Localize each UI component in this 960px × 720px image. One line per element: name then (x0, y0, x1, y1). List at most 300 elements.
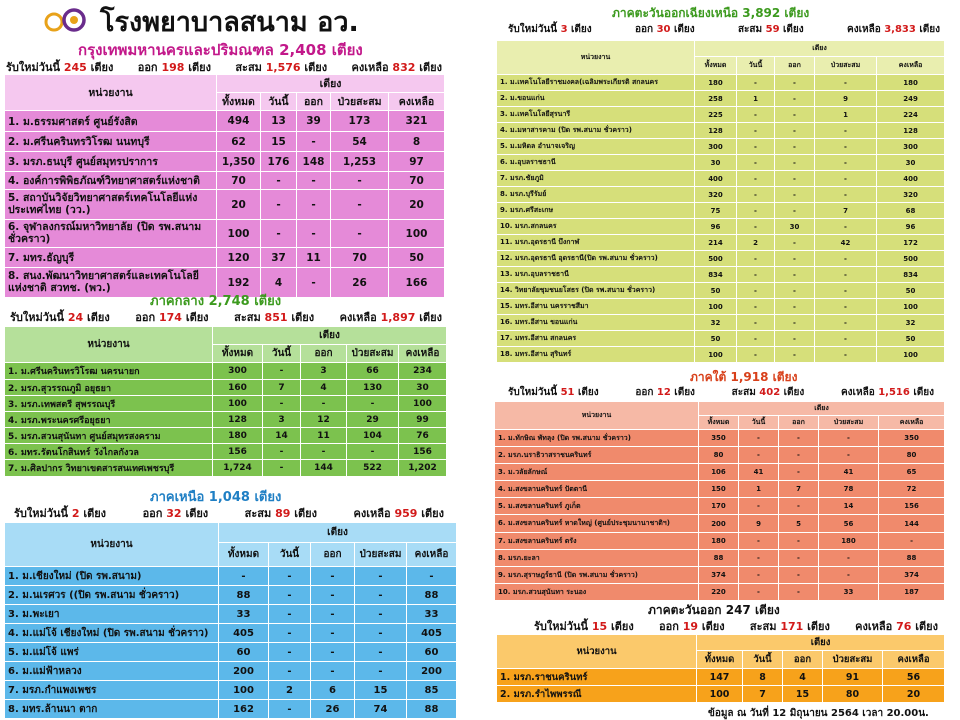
bed-count-cell: 180 (213, 428, 263, 444)
table-row (495, 550, 945, 567)
table-row (497, 107, 945, 123)
bed-count-cell: - (311, 605, 355, 624)
unit-name-cell: 1. ม.ธรรมศาสตร์ ศูนย์รังสิต (5, 111, 217, 132)
bed-count-cell: 320 (695, 187, 737, 203)
data-timestamp: ข้อมูล ณ วันที่ 12 มิถุนายน 2564 เวลา 20.00น. (708, 708, 929, 719)
unit-name-cell: 6. ม.สงขลานครินทร์ หาดใหญ่ (ศูนย์ประชุมนานาชาติฯ) (495, 515, 699, 533)
bed-count-cell: 54 (331, 132, 389, 152)
bangkok-summary: รับใหม่วันนี้ 245 เตียง ออก 198 เตียง สะสม 1,576 เตียง คงเหลือ 832 เตียง (6, 61, 442, 74)
unit-name-cell: 13. มรภ.อุบลราชธานี (497, 267, 695, 283)
bed-count-cell: - (261, 172, 297, 190)
bed-count-cell: 156 (879, 498, 945, 515)
unit-name-cell: 2. ม.ขอนแก่น (497, 91, 695, 107)
table-row (497, 331, 945, 347)
bed-count-cell: - (297, 132, 331, 152)
bed-count-cell: 42 (815, 235, 877, 251)
bed-count-cell: 156 (399, 444, 447, 460)
central-table: หน่วยงาน เตียง ทั้งหมด วันนี้ ออก ป่วยสะสม คงเหลือ 1. ม.ศรีนครินทรวิโรฒ นครนายก 300 - 3 66 234 2. มรภ.สุวรรณภูมิ อยุธยา 160 7 4 130 30 3. มรภ.เทพสตรี สุพรรณบุรี 100 - - - 100 4. มรภ.พระนครศรีอยุธยา 128 3 12 29 99 5. มรภ.สวนสุนันทา ศูนย์สมุทรสงคราม 180 14 11 104 76 6. มทร.รัตนโกสินทร์ วังไกลกังวล 156 - - - 156 7. ม.ศิลปากร วิทยาเขตสารสนเทศเพชรบุรี 1,724 - 144 522 1,202 (4, 326, 447, 477)
bed-count-cell: 1,202 (399, 460, 447, 477)
bed-count-cell: - (737, 171, 775, 187)
bed-count-cell: 350 (699, 430, 739, 447)
bed-count-cell: 88 (407, 700, 457, 719)
unit-name-cell: 5. สถาบันวิจัยวิทยาศาสตร์เทคโนโลยีแห่งประเทศไทย (วว.) (5, 190, 217, 220)
unit-name-cell: 7. มรภ.ชัยภูมิ (497, 171, 695, 187)
bed-count-cell: 144 (301, 460, 347, 477)
bed-count-cell: - (739, 498, 779, 515)
bed-count-cell: 224 (877, 107, 945, 123)
unit-name-cell: 7. มทร.ธัญบุรี (5, 248, 217, 268)
unit-name-cell: 2. มรภ.รำไพพรรณี (497, 686, 697, 703)
bed-count-cell: - (775, 283, 815, 299)
bed-count-cell: - (775, 91, 815, 107)
unit-name-cell: 9. มรภ.ศรีสะเกษ (497, 203, 695, 219)
bed-count-cell: - (815, 283, 877, 299)
table-row (497, 187, 945, 203)
bed-count-cell: - (297, 268, 331, 298)
bed-count-cell: 1 (815, 107, 877, 123)
bed-count-cell: 200 (407, 662, 457, 681)
unit-name-cell: 9. มรภ.สุราษฎร์ธานี (ปิด รพ.สนาม ชั่วคราว) (495, 567, 699, 584)
table-row (497, 203, 945, 219)
bed-count-cell: 66 (347, 363, 399, 380)
unit-name-cell: 3. ม.เทคโนโลยีสุรนารี (497, 107, 695, 123)
south-table: หน่วยงาน เตียง ทั้งหมด วันนี้ ออก ป่วยสะสม คงเหลือ 1. ม.ทักษิณ พัทลุง (ปิด รพ.สนาม ชั่วคราว) 350 - - - 350 2. มรภ.นราธิวาสราชนครินทร์ 80 - - - 80 3. ม.วลัยลักษณ์ 106 41 - 41 65 4. ม.สงขลานครินทร์ ปัตตานี 150 1 7 78 72 5. ม.สงขลานครินทร์ ภูเก็ต 170 - - 14 156 6. ม.สงขลานครินทร์ หาดใหญ่ (ศูนย์ประชุมนานาชาติฯ) 200 9 5 56 144 7. ม.สงขลานครินทร์ ตรัง 180 - - 180 - 8. มรภ.ยะลา 88 - - - 88 9. มรภ.สุราษฎร์ธานี (ปิด รพ.สนาม ชั่วคราว) 374 - - - 374 10. มรภ.สวนสุนันทา ระนอง 220 - - 33 187 (494, 401, 945, 601)
bed-count-cell: 88 (699, 550, 739, 567)
bed-count-cell: 9 (739, 515, 779, 533)
table-row (5, 681, 457, 700)
bed-count-cell: 172 (877, 235, 945, 251)
table-row (5, 220, 445, 248)
bed-count-cell: - (263, 460, 301, 477)
bed-count-cell: 1,350 (217, 152, 261, 172)
bed-count-cell: 100 (213, 396, 263, 412)
table-row (495, 464, 945, 481)
bed-count-cell: 41 (739, 464, 779, 481)
table-row (5, 605, 457, 624)
bed-count-cell: - (775, 155, 815, 171)
bed-count-cell: 405 (407, 624, 457, 643)
north-summary: รับใหม่วันนี้ 2 เตียง ออก 32 เตียง สะสม 89 เตียง คงเหลือ 959 เตียง (14, 507, 444, 520)
unit-name-cell: 6. ม.อุบลราชธานี (497, 155, 695, 171)
bed-count-cell: 7 (743, 686, 783, 703)
east-summary: รับใหม่วันนี้ 15 เตียง ออก 19 เตียง สะสม 171 เตียง คงเหลือ 76 เตียง (534, 620, 938, 633)
bed-count-cell: 321 (389, 111, 445, 132)
bed-count-cell: 14 (263, 428, 301, 444)
bed-count-cell: 522 (347, 460, 399, 477)
bed-count-cell: - (775, 171, 815, 187)
bed-count-cell: 26 (331, 268, 389, 298)
bed-count-cell: 258 (695, 91, 737, 107)
bed-count-cell: - (779, 567, 819, 584)
table-row (5, 460, 447, 477)
bed-count-cell: - (737, 347, 775, 363)
bed-count-cell: 220 (699, 584, 739, 601)
bed-count-cell: 56 (819, 515, 879, 533)
bed-count-cell: 148 (297, 152, 331, 172)
ministry-logo-icon (44, 4, 88, 36)
bed-count-cell: - (815, 315, 877, 331)
bed-count-cell: 72 (879, 481, 945, 498)
bed-count-cell: 3 (301, 363, 347, 380)
bed-count-cell: 9 (815, 91, 877, 107)
table-row (5, 444, 447, 460)
table-row (5, 412, 447, 428)
bed-count-cell: 300 (695, 139, 737, 155)
unit-name-cell: 6. ม.แม่ฟ้าหลวง (5, 662, 219, 681)
table-row (497, 347, 945, 363)
bed-count-cell: 15 (783, 686, 823, 703)
bed-count-cell: - (737, 123, 775, 139)
bed-count-cell: 41 (819, 464, 879, 481)
bed-count-cell: - (269, 624, 311, 643)
bed-count-cell: 494 (217, 111, 261, 132)
bed-count-cell: 128 (213, 412, 263, 428)
bed-count-cell: - (815, 267, 877, 283)
bed-count-cell: 60 (407, 643, 457, 662)
bed-count-cell: - (737, 139, 775, 155)
east-table: หน่วยงาน เตียง ทั้งหมด วันนี้ ออก ป่วยสะสม คงเหลือ 1. มรภ.ราชนครินทร์ 147 8 4 91 56 2. มรภ.รำไพพรรณี 100 7 15 80 20 (496, 634, 945, 703)
table-row (495, 481, 945, 498)
bed-count-cell: - (269, 605, 311, 624)
bed-count-cell: - (355, 662, 407, 681)
bed-count-cell: - (879, 533, 945, 550)
table-row (5, 624, 457, 643)
table-row (497, 75, 945, 91)
bed-count-cell: - (815, 331, 877, 347)
unit-name-cell: 4. องค์การพิพิธภัณฑ์วิทยาศาสตร์แห่งชาติ (5, 172, 217, 190)
bed-count-cell: 50 (695, 283, 737, 299)
bed-count-cell: - (775, 251, 815, 267)
unit-name-cell: 15. มทร.อีสาน นครราชสีมา (497, 299, 695, 315)
bed-count-cell: - (261, 220, 297, 248)
bed-count-cell: 32 (695, 315, 737, 331)
bed-count-cell: 180 (819, 533, 879, 550)
table-row (5, 700, 457, 719)
bed-count-cell: 225 (695, 107, 737, 123)
bed-count-cell: 99 (399, 412, 447, 428)
bed-count-cell: - (269, 643, 311, 662)
bed-count-cell: 29 (347, 412, 399, 428)
bed-count-cell: 128 (695, 123, 737, 139)
unit-name-cell: 1. ม.เชียงใหม่ (ปิด รพ.สนาม) (5, 567, 219, 586)
bed-count-cell: - (775, 203, 815, 219)
bed-count-cell: 7 (815, 203, 877, 219)
northeast-table: หน่วยงาน เตียง ทั้งหมด วันนี้ ออก ป่วยสะสม คงเหลือ 1. ม.เทคโนโลยีราชมงคล(เฉลิมพระเกียรติ สกลนคร 180 - - - 180 2. ม.ขอนแก่น 258 1 - 9 249 3. ม.เทคโนโลยีสุรนารี 225 - - 1 224 4. ม.มหาสารคาม (ปิด รพ.สนาม ชั่วคราว) 128 - - - 128 5. ม.มหิดล อำนาจเจริญ 300 - - - 300 6. ม.อุบลราชธานี 30 - - - 30 7. มรภ.ชัยภูมิ 400 - - - 400 8. มรภ.บุรีรัมย์ 320 - - - 320 9. มรภ.ศรีสะเกษ 75 - - 7 68 10. มรภ.สกลนคร 96 - 30 - 96 11. มรภ.อุดรธานี บึงกาฬ 214 2 - 42 172 12. มรภ.อุดรธานี อุดรธานี(ปิด รพ.สนาม ชั่วคราว) 500 - - - 500 13. มรภ.อุบลราชธานี 834 - - - 834 14. วิทยาลัยชุมชนยโสธร (ปิด รพ.สนาม ชั่วคราว) 50 - - - 50 15. มทร.อีสาน นครราชสีมา 100 - - - 100 16. มทร.อีสาน ขอนแก่น 32 - - - 32 17. มทร.อีสาน สกลนคร 50 - - - 50 18. มทร.อีสาน สุรินทร์ 100 - - - 100 (496, 40, 945, 363)
unit-name-cell: 10. มรภ.สกลนคร (497, 219, 695, 235)
bed-count-cell: 13 (261, 111, 297, 132)
bed-count-cell: - (407, 567, 457, 586)
bed-count-cell: - (355, 624, 407, 643)
bed-count-cell: 33 (819, 584, 879, 601)
bed-count-cell: 200 (219, 662, 269, 681)
table-row (5, 248, 445, 268)
bed-count-cell: 166 (389, 268, 445, 298)
bed-count-cell: 30 (775, 219, 815, 235)
bed-count-cell: 32 (877, 315, 945, 331)
bed-count-cell: 76 (399, 428, 447, 444)
bed-count-cell: 4 (261, 268, 297, 298)
central-summary: รับใหม่วันนี้ 24 เตียง ออก 174 เตียง สะสม 851 เตียง คงเหลือ 1,897 เตียง (10, 311, 442, 324)
bed-count-cell: - (819, 567, 879, 584)
table-row (497, 171, 945, 187)
bed-count-cell: - (355, 643, 407, 662)
unit-name-cell: 4. ม.แม่โจ้ เชียงใหม่ (ปิด รพ.สนาม ชั่วคราว) (5, 624, 219, 643)
table-row (495, 430, 945, 447)
unit-name-cell: 1. ม.ศรีนครินทรวิโรฒ นครนายก (5, 363, 213, 380)
bed-count-cell: 88 (407, 586, 457, 605)
bed-count-cell: - (779, 464, 819, 481)
bed-count-cell: 50 (877, 331, 945, 347)
east-title: ภาคตะวันออก 247 เตียง (648, 603, 780, 617)
bed-count-cell: - (261, 190, 297, 220)
unit-name-cell: 1. มรภ.ราชนครินทร์ (497, 669, 697, 686)
bed-count-cell: 97 (389, 152, 445, 172)
bed-count-cell: 8 (389, 132, 445, 152)
bed-count-cell: 100 (389, 220, 445, 248)
unit-name-cell: 8. มรภ.บุรีรัมย์ (497, 187, 695, 203)
bed-count-cell: 96 (695, 219, 737, 235)
table-row (497, 91, 945, 107)
bed-count-cell: 50 (389, 248, 445, 268)
unit-name-cell: 18. มทร.อีสาน สุรินทร์ (497, 347, 695, 363)
bed-count-cell: - (737, 203, 775, 219)
table-row (497, 267, 945, 283)
bed-count-cell: 180 (695, 75, 737, 91)
bed-count-cell: 173 (331, 111, 389, 132)
bed-count-cell: 5 (779, 515, 819, 533)
bed-count-cell: 80 (823, 686, 883, 703)
bed-count-cell: 7 (779, 481, 819, 498)
table-row (5, 132, 445, 152)
bed-count-cell: 192 (217, 268, 261, 298)
bed-count-cell: - (739, 447, 779, 464)
table-row (495, 515, 945, 533)
bed-count-cell: - (269, 700, 311, 719)
unit-name-cell: 2. ม.ศรีนครินทรวิโรฒ นนทบุรี (5, 132, 217, 152)
bed-count-cell: - (815, 171, 877, 187)
bed-count-cell: - (775, 331, 815, 347)
bed-count-cell: 30 (695, 155, 737, 171)
unit-name-cell: 8. มรภ.ยะลา (495, 550, 699, 567)
northeast-summary: รับใหม่วันนี้ 3 เตียง ออก 30 เตียง สะสม 59 เตียง คงเหลือ 3,833 เตียง (508, 24, 940, 35)
unit-name-cell: 4. มรภ.พระนครศรีอยุธยา (5, 412, 213, 428)
table-row (497, 299, 945, 315)
bed-count-cell: 8 (743, 669, 783, 686)
bed-count-cell: 15 (261, 132, 297, 152)
bed-count-cell: 147 (697, 669, 743, 686)
bed-count-cell: - (737, 219, 775, 235)
bed-count-cell: - (779, 430, 819, 447)
north-title: ภาคเหนือ 1,048 เตียง (150, 490, 282, 505)
bed-count-cell: - (737, 107, 775, 123)
bed-count-cell: 30 (399, 380, 447, 396)
table-row (497, 235, 945, 251)
bed-count-cell: - (775, 267, 815, 283)
unit-name-cell: 8. มทร.ล้านนา ตาก (5, 700, 219, 719)
bed-count-cell: - (815, 155, 877, 171)
bed-count-cell: - (269, 662, 311, 681)
table-row (5, 586, 457, 605)
bed-count-cell: 214 (695, 235, 737, 251)
unit-name-cell: 17. มทร.อีสาน สกลนคร (497, 331, 695, 347)
bed-count-cell: - (263, 396, 301, 412)
bed-count-cell: - (775, 235, 815, 251)
bed-count-cell: 350 (879, 430, 945, 447)
bed-count-cell: - (779, 584, 819, 601)
bed-count-cell: 162 (219, 700, 269, 719)
bed-count-cell: - (311, 643, 355, 662)
unit-name-cell: 7. ม.ศิลปากร วิทยาเขตสารสนเทศเพชรบุรี (5, 460, 213, 477)
bed-count-cell: 120 (217, 248, 261, 268)
unit-name-cell: 1. ม.ทักษิณ พัทลุง (ปิด รพ.สนาม ชั่วคราว) (495, 430, 699, 447)
bed-count-cell: - (775, 299, 815, 315)
bed-count-cell: 68 (877, 203, 945, 219)
bed-count-cell: - (737, 315, 775, 331)
unit-name-cell: 7. มรภ.กำแพงเพชร (5, 681, 219, 700)
table-row (495, 567, 945, 584)
bed-count-cell: 12 (301, 412, 347, 428)
bed-count-cell: 249 (877, 91, 945, 107)
bed-count-cell: 91 (823, 669, 883, 686)
bed-count-cell: - (739, 430, 779, 447)
bed-count-cell: 180 (699, 533, 739, 550)
bed-count-cell: - (779, 447, 819, 464)
bed-count-cell: 65 (879, 464, 945, 481)
unit-name-cell: 1. ม.เทคโนโลยีราชมงคล(เฉลิมพระเกียรติ สกลนคร (497, 75, 695, 91)
bed-count-cell: 80 (879, 447, 945, 464)
unit-name-cell: 3. มรภ.เทพสตรี สุพรรณบุรี (5, 396, 213, 412)
bed-count-cell: 20 (217, 190, 261, 220)
table-row (5, 643, 457, 662)
bed-count-cell: 100 (877, 299, 945, 315)
page-title: โรงพยาบาลสนาม อว. (100, 7, 359, 38)
bed-count-cell: 1 (739, 481, 779, 498)
bed-count-cell: 834 (695, 267, 737, 283)
bed-count-cell: 106 (699, 464, 739, 481)
bed-count-cell: - (815, 187, 877, 203)
bed-count-cell: 4 (783, 669, 823, 686)
bed-count-cell: - (737, 331, 775, 347)
bed-count-cell: - (815, 251, 877, 267)
bed-count-cell: 2 (737, 235, 775, 251)
south-title: ภาคใต้ 1,918 เตียง (690, 370, 798, 384)
table-row (497, 669, 945, 686)
bed-count-cell: - (737, 155, 775, 171)
bed-count-cell: 100 (399, 396, 447, 412)
table-row (497, 139, 945, 155)
bed-count-cell: 1,724 (213, 460, 263, 477)
bed-count-cell: 7 (263, 380, 301, 396)
bed-count-cell: 88 (219, 586, 269, 605)
table-row (5, 662, 457, 681)
bed-count-cell: 56 (883, 669, 945, 686)
unit-name-cell: 12. มรภ.อุดรธานี อุดรธานี(ปิด รพ.สนาม ชั่วคราว) (497, 251, 695, 267)
bed-count-cell: 85 (407, 681, 457, 700)
bed-count-cell: 300 (877, 139, 945, 155)
table-row (5, 396, 447, 412)
bed-count-cell: 200 (699, 515, 739, 533)
bed-count-cell: 156 (213, 444, 263, 460)
bed-count-cell: 20 (389, 190, 445, 220)
table-row (5, 190, 445, 220)
table-row (5, 152, 445, 172)
bed-count-cell: 500 (695, 251, 737, 267)
bed-count-cell: 1,253 (331, 152, 389, 172)
bed-count-cell: - (815, 219, 877, 235)
bed-count-cell: 14 (819, 498, 879, 515)
bed-count-cell: 11 (301, 428, 347, 444)
unit-name-cell: 16. มทร.อีสาน ขอนแก่น (497, 315, 695, 331)
bed-count-cell: - (263, 363, 301, 380)
bed-count-cell: - (779, 498, 819, 515)
bed-count-cell: - (737, 283, 775, 299)
bed-count-cell: - (779, 533, 819, 550)
bed-count-cell: 33 (219, 605, 269, 624)
bed-count-cell: - (311, 586, 355, 605)
unit-name-cell: 10. มรภ.สวนสุนันทา ระนอง (495, 584, 699, 601)
bed-count-cell: 88 (879, 550, 945, 567)
bed-count-cell: 170 (699, 498, 739, 515)
bed-count-cell: 4 (301, 380, 347, 396)
bed-count-cell: 20 (883, 686, 945, 703)
bed-count-cell: - (775, 75, 815, 91)
bed-count-cell: - (355, 567, 407, 586)
bed-count-cell: 37 (261, 248, 297, 268)
unit-name-cell: 4. ม.สงขลานครินทร์ ปัตตานี (495, 481, 699, 498)
bed-count-cell: - (297, 172, 331, 190)
bed-count-cell: 70 (331, 248, 389, 268)
bed-count-cell: - (297, 220, 331, 248)
unit-name-cell: 4. ม.มหาสารคาม (ปิด รพ.สนาม ชั่วคราว) (497, 123, 695, 139)
bed-count-cell: - (347, 444, 399, 460)
table-row (497, 155, 945, 171)
bed-count-cell: 160 (213, 380, 263, 396)
bed-count-cell: - (815, 299, 877, 315)
table-row (5, 428, 447, 444)
bed-count-cell: - (269, 586, 311, 605)
bed-count-cell: 75 (695, 203, 737, 219)
table-row (495, 533, 945, 550)
bed-count-cell: 405 (219, 624, 269, 643)
table-row (5, 172, 445, 190)
bed-count-cell: 74 (355, 700, 407, 719)
bed-count-cell: 78 (819, 481, 879, 498)
unit-name-cell: 6. จุฬาลงกรณ์มหาวิทยาลัย (ปิด รพ.สนามชั่วคราว) (5, 220, 217, 248)
unit-name-cell: 3. ม.วลัยลักษณ์ (495, 464, 699, 481)
table-row (497, 283, 945, 299)
unit-name-cell: 8. สนง.พัฒนาวิทยาศาสตร์และเทคโนโลยีแห่งชาติ สวทช. (พว.) (5, 268, 217, 298)
table-row (495, 584, 945, 601)
bed-count-cell: - (297, 190, 331, 220)
bed-count-cell: - (737, 75, 775, 91)
bed-count-cell: 320 (877, 187, 945, 203)
bed-count-cell: 96 (877, 219, 945, 235)
bed-count-cell: - (737, 267, 775, 283)
table-row (495, 447, 945, 464)
unit-name-cell: 2. ม.นเรศวร ((ปิด รพ.สนาม ชั่วคราว) (5, 586, 219, 605)
bed-count-cell: 15 (355, 681, 407, 700)
unit-name-cell: 5. ม.แม่โจ้ แพร่ (5, 643, 219, 662)
unit-name-cell: 5. มรภ.สวนสุนันทา ศูนย์สมุทรสงคราม (5, 428, 213, 444)
bed-count-cell: 180 (877, 75, 945, 91)
bed-count-cell: 104 (347, 428, 399, 444)
bed-count-cell: - (775, 123, 815, 139)
bed-count-cell: 144 (879, 515, 945, 533)
bed-count-cell: 50 (695, 331, 737, 347)
bed-count-cell: - (269, 567, 311, 586)
bed-count-cell: 26 (311, 700, 355, 719)
bed-count-cell: - (311, 567, 355, 586)
